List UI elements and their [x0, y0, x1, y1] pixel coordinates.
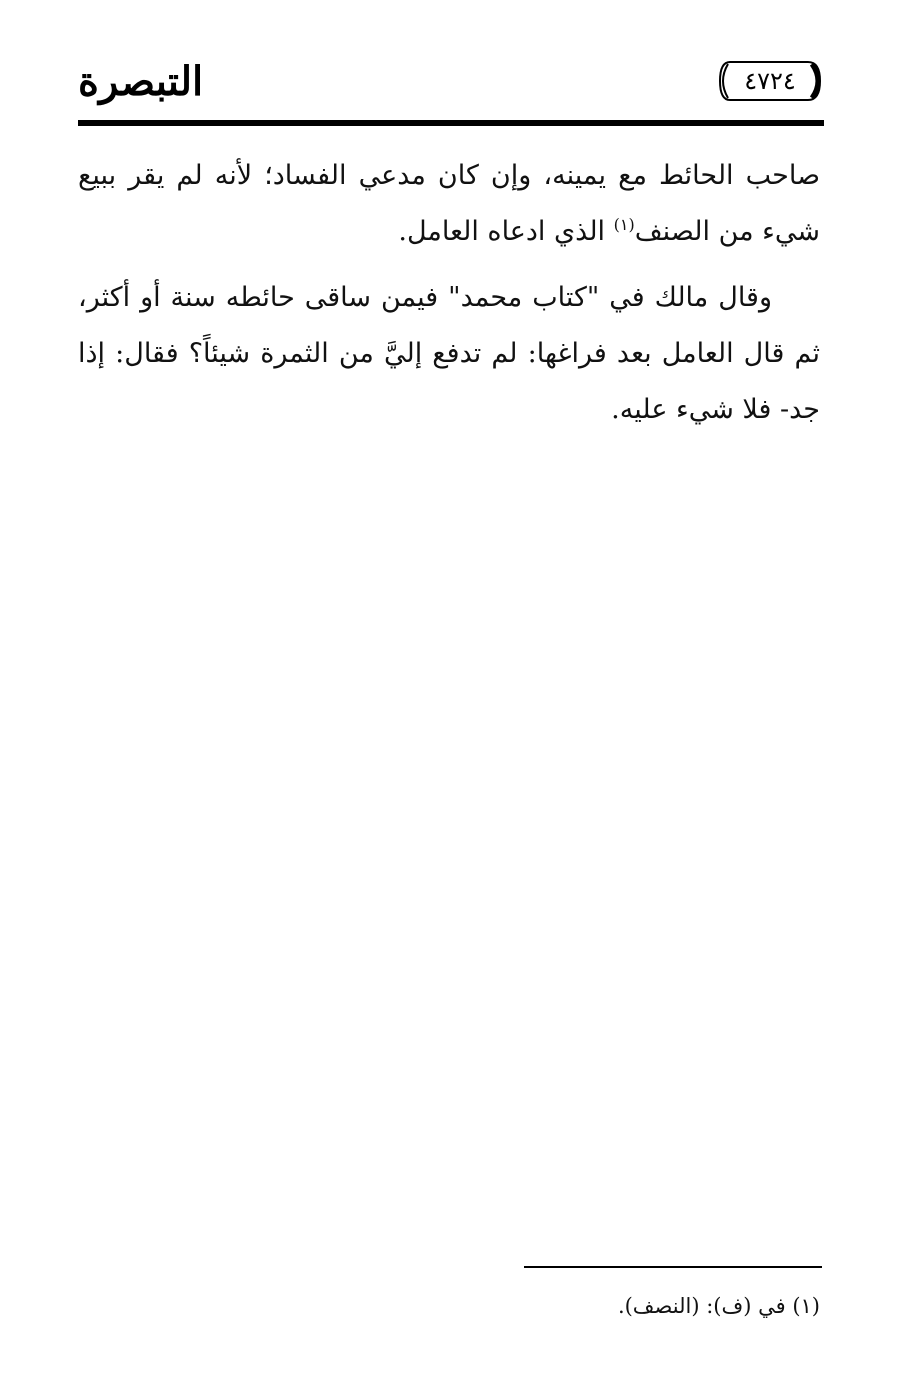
page-header	[78, 50, 824, 130]
page-number-badge	[716, 56, 824, 106]
header-rule	[78, 120, 824, 126]
page-number: ٤٧٢٤	[744, 67, 796, 95]
main-text	[78, 148, 820, 438]
footnote-reference: (١)	[613, 215, 635, 234]
text-segment: الصنف	[634, 216, 710, 247]
paragraph: وقال مالك في "كتاب محمد" فيمن ساقى حائطه سنة أو أكثر، ثم قال العامل بعد فراغها: لم تدفع إليَّ من الثمرة شيئاً؟ فقال: إذا جد- فلا شيء عليه.	[78, 282, 820, 425]
footnote: (١) في (ف): (النصف).	[617, 1294, 820, 1318]
text-line: صاحب الحائط مع يمينه، وإن كان مدعي الفساد؛ لأنه لم يقر ببيع شيء من	[78, 160, 820, 247]
paragraph	[78, 148, 820, 260]
running-title: التبصرة	[78, 58, 204, 105]
footnote-separator	[524, 1266, 822, 1268]
text-segment: الذي ادعاه العامل.	[398, 216, 614, 247]
